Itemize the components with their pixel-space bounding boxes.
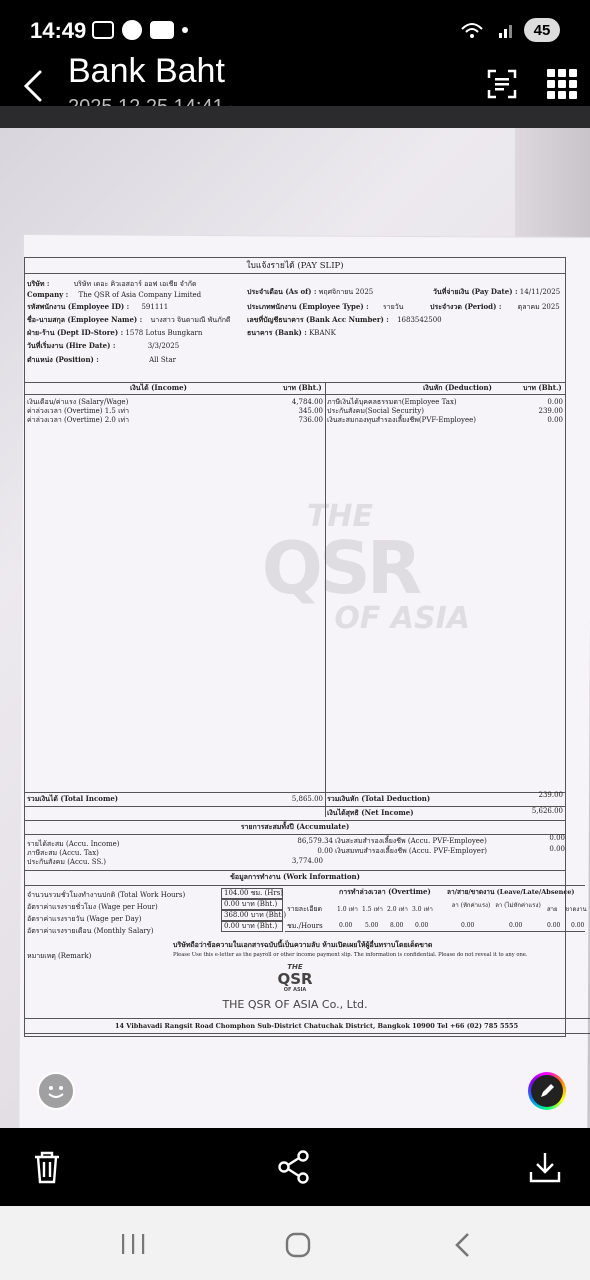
battery-indicator: 45 — [524, 18, 560, 42]
period-label: ประจำงวด (Period) : — [430, 302, 502, 311]
income-label: ค่าล่วงเวลา (Overtime) 1.5 เท่า — [27, 407, 130, 415]
system-navigation-bar — [0, 1206, 590, 1280]
dept-label: ฝ่าย-ร้าน (Dept ID-Store) : — [27, 328, 124, 337]
divider — [25, 792, 565, 793]
signal-icon — [498, 21, 516, 39]
paydate-row — [433, 288, 560, 297]
photo-viewer[interactable] — [0, 106, 590, 1128]
leave-val: 0.00 — [571, 922, 585, 929]
divider — [25, 870, 565, 871]
dept: 1578 Lotus Bungkarn — [125, 329, 203, 337]
divider — [25, 820, 565, 821]
logo-qsr: QSR — [277, 969, 313, 988]
income-label: เงินเดือน/ค่าแรง (Salary/Wage) — [27, 398, 129, 406]
logo-the: THE — [287, 963, 303, 971]
ot-val: 8.00 — [390, 922, 404, 929]
paydate-label: วันที่จ่ายเงิน (Pay Date) : — [433, 287, 518, 296]
nav-back-icon[interactable] — [452, 1231, 474, 1259]
deduction-label: ภาษีเงินได้บุคคลธรรมดา(Employee Tax) — [327, 398, 457, 406]
income-baht-header: บาท (Bht.) — [283, 383, 322, 392]
text-scan-icon[interactable] — [486, 68, 518, 100]
accum-value: 0.00 — [317, 847, 333, 855]
leave-val: 0.00 — [547, 922, 561, 929]
line-app-icon — [122, 20, 142, 40]
total-income-value: 5,865.00 — [291, 795, 323, 803]
company-en: The QSR of Asia Company Limited — [78, 291, 202, 299]
accum-header: รายการสะสมทั้งปี (Accumulate) — [240, 822, 350, 831]
asof-row — [247, 288, 373, 297]
watermark-qsr: QSR — [261, 525, 419, 610]
home-icon[interactable] — [284, 1231, 312, 1259]
divider — [25, 1033, 590, 1034]
company-row — [27, 280, 197, 289]
emptype: รายวัน — [382, 303, 404, 311]
emptype-row — [247, 303, 403, 312]
youtube-icon — [150, 21, 174, 39]
period-row — [430, 303, 560, 312]
ot-col: 2.0 เท่า — [387, 906, 408, 913]
income-value: 345.00 — [298, 407, 323, 415]
leave-val: 0.00 — [461, 922, 475, 929]
accum-value: 3,774.00 — [291, 857, 323, 865]
recents-icon[interactable] — [120, 1232, 146, 1256]
divider — [25, 806, 565, 807]
bank: KBANK — [309, 329, 336, 337]
hire-date: 3/3/2025 — [147, 342, 180, 350]
leave-col: ลา (ไม่หักค่าแรง) — [495, 902, 541, 909]
leave-col: ลา (หักค่าแรง) — [451, 902, 491, 909]
company-label: บริษัท : — [27, 279, 50, 288]
ot-col: 3.0 เท่า — [412, 906, 433, 913]
bottom-action-bar — [0, 1128, 590, 1206]
detail-label: รายละเอียด — [287, 905, 323, 913]
work-value: 0.00 บาท (Bht.) — [221, 899, 283, 910]
deduction-baht-header: บาท (Bht.) — [523, 383, 562, 392]
bankacc-label: เลขที่บัญชีธนาคาร (Bank Acc Number) : — [247, 315, 389, 324]
logo-ofasia: OF ASIA — [283, 986, 307, 993]
payslip-document — [24, 257, 587, 1037]
trash-icon[interactable] — [32, 1150, 62, 1184]
accum-label: ประกันสังคม (Accu. SS.) — [27, 858, 106, 866]
company-footer-name: THE QSR OF ASIA Co., Ltd. — [222, 998, 368, 1011]
work-header: ข้อมูลการทำงาน (Work Information) — [230, 872, 360, 881]
company-address: 14 Vibhavadi Rangsit Road Chomphon Sub-District Chatuchak District, Bangkok 10900 Tel +66 (02) 785 5555 — [115, 1022, 519, 1030]
leave-header: ลา/สาย/ขาดงาน (Leave/Late/Absence) — [447, 888, 575, 896]
income-value: 4,784.00 — [291, 398, 323, 406]
work-label: จำนวนรวมชั่วโมงทำงานปกติ (Total Work Hours) — [27, 891, 186, 899]
ot-col: 1.0 เท่า — [337, 906, 358, 913]
period: ตุลาคม 2025 — [517, 303, 560, 311]
company-th: บริษัท เดอะ คิวเอสอาร์ ออฟ เอเชีย จำกัด — [73, 280, 197, 288]
accum-right-value: 0.00 — [549, 845, 565, 853]
qsr-logo — [105, 963, 485, 993]
income-value: 736.00 — [298, 416, 323, 424]
work-label: อัตราค่าแรงรายชั่วโมง (Wage per Hour) — [27, 903, 158, 911]
accum-right-label: เงินสมทบสำรองเลี้ยงชีพ (Accu. PVF-Employer) — [335, 847, 488, 855]
asof: พฤศจิกายน 2025 — [318, 288, 374, 296]
share-icon[interactable] — [278, 1150, 310, 1184]
bankacc: 1683542500 — [397, 316, 442, 324]
bankacc-row — [247, 316, 442, 325]
dept-row — [27, 329, 202, 338]
pencil-glyph — [538, 1082, 556, 1100]
work-label: อัตราค่าแรงรายเดือน (Monthly Salary) — [27, 927, 154, 935]
accum-value: 86,579.34 — [297, 837, 333, 845]
income-header: เงินได้ (Income) — [130, 383, 187, 392]
smiley-icon[interactable] — [37, 1072, 75, 1110]
bank-row — [247, 329, 336, 338]
position: All Star — [149, 356, 177, 364]
accum-label: รายได้สะสม (Accu. Income) — [27, 840, 120, 848]
accum-label: ภาษีสะสม (Accu. Tax) — [27, 849, 99, 857]
emp-name-label: ชื่อ-นามสกุล (Employee Name) : — [27, 315, 143, 324]
chevron-left-icon[interactable] — [20, 68, 50, 104]
pen-edit-icon[interactable] — [528, 1072, 566, 1110]
divider — [25, 1018, 590, 1019]
confidential-en: Please Use this e-letter as the payroll or other income payment slip. The information is confidential. Please do not reveal it to any one. — [173, 952, 528, 958]
screenshot-notification-icon — [92, 21, 114, 39]
accum-right-label: เงินสะสมสำรองเลี้ยงชีพ (Accu. PVF-Employee) — [335, 837, 487, 845]
ot-val: 0.00 — [415, 922, 429, 929]
deduction-label: เงินสะสมกองทุนสำรองเลี้ยงชีพ(PVF-Employee) — [327, 416, 476, 424]
work-value: 0.00 บาท (Bht.) — [221, 921, 283, 932]
leave-val: 0.00 — [509, 922, 523, 929]
asof-label: ประจำเดือน (As of) : — [247, 287, 317, 296]
hire-row — [27, 342, 179, 351]
divider — [285, 931, 585, 932]
work-value: 368.00 บาท (Bht.) — [221, 910, 283, 921]
divider — [25, 834, 565, 835]
confidential-th: บริษัทถือว่าข้อความในเอกสารฉบับนี้เป็นความลับ ห้ามเปิดเผยให้ผู้อื่นทราบโดยเด็ดขาด — [173, 940, 433, 949]
work-value: 104.00 ชม. (Hrs) — [221, 888, 283, 899]
smiley-glyph — [39, 1074, 73, 1108]
status-time: 14:49 — [30, 18, 87, 43]
company-en-row — [27, 291, 201, 300]
divider — [25, 394, 565, 395]
ot-header: การทำล่วงเวลา (Overtime) — [339, 887, 431, 896]
net-income-value: 5,626.00 — [531, 807, 563, 815]
work-label: อัตราค่าแรงรายวัน (Wage per Day) — [27, 915, 142, 923]
emp-name: นางสาว จินดามณี พันภักดี — [150, 316, 231, 324]
emp-id: 591111 — [141, 303, 169, 311]
deduction-value: 239.00 — [538, 407, 563, 415]
ot-val: 0.00 — [339, 922, 353, 929]
hours-label: ชม./Hours — [287, 922, 323, 930]
hire-label: วันที่เริ่มงาน (Hire Date) : — [27, 341, 116, 350]
income-label: ค่าล่วงเวลา (Overtime) 2.0 เท่า — [27, 416, 130, 424]
bank-label: ธนาคาร (Bank) : — [247, 328, 307, 337]
accum-right-value: 0.00 — [549, 834, 565, 842]
remark-label: หมายเหตุ (Remark) — [27, 952, 92, 960]
paydate: 14/11/2025 — [519, 288, 561, 296]
emp-id-label: รหัสพนักงาน (Employee ID) : — [27, 302, 130, 311]
grid-icon[interactable] — [546, 68, 578, 100]
net-income-label: เงินได้สุทธิ (Net Income) — [327, 808, 414, 817]
payslip-title: ใบแจ้งรายได้ (PAY SLIP) — [25, 258, 565, 274]
position-label: ตำแหน่ง (Position) : — [27, 355, 99, 364]
qsr-watermark-logo — [190, 498, 490, 638]
photo-top-shadow — [0, 106, 590, 128]
album-title: Bank Baht — [68, 52, 225, 90]
divider — [25, 885, 585, 886]
ot-val: 5.00 — [365, 922, 379, 929]
emp-id-row — [27, 303, 168, 312]
deduction-header: เงินหัก (Deduction) — [423, 383, 492, 392]
total-deduction-label: รวมเงินหัก (Total Deduction) — [327, 794, 431, 803]
deduction-value: 0.00 — [547, 398, 563, 406]
emp-name-row — [27, 316, 230, 325]
company-en-label: Company : — [27, 290, 69, 299]
total-deduction-value: 239.00 — [538, 791, 563, 799]
deduction-label: ประกันสังคม(Social Security) — [327, 407, 424, 415]
total-income-label: รวมเงินได้ (Total Income) — [27, 794, 119, 803]
leave-col: สาย — [547, 906, 558, 913]
ot-col: 1.5 เท่า — [362, 906, 383, 913]
edit-inner — [531, 1075, 563, 1107]
watermark-ofasia: OF ASIA — [334, 601, 470, 637]
status-notification-icons — [92, 20, 188, 40]
wifi-icon — [460, 21, 490, 39]
more-notifications-dot — [182, 27, 188, 33]
status-right — [460, 18, 560, 42]
download-icon[interactable] — [528, 1150, 562, 1184]
watermark-the: THE — [306, 499, 374, 534]
leave-col: ขาดงาน — [565, 906, 587, 913]
emptype-label: ประเภทพนักงาน (Employee Type) : — [247, 302, 369, 311]
deduction-value: 0.00 — [547, 416, 563, 424]
position-row — [27, 356, 176, 365]
